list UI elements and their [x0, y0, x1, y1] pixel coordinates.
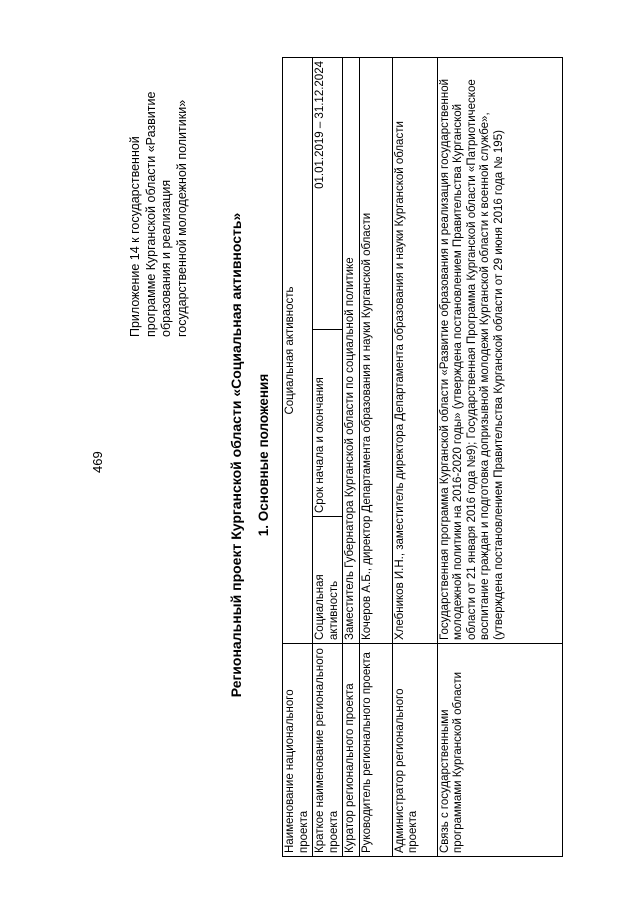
table-row [313, 58, 343, 857]
national-project-label: Наименование национального проекта [283, 644, 313, 857]
leader-value: Кочеров А.Б., директор Департамента образования и науки Курганской области [359, 58, 392, 644]
administrator-value: Хлебников И.Н., заместитель директора Департамента образования и науки Курганской области [392, 58, 437, 644]
main-provisions-table [282, 57, 563, 857]
term-label: Срок начала и окончания [313, 330, 343, 517]
short-name-value: Социальная активность [313, 517, 343, 644]
page-number: 469 [90, 451, 105, 473]
curator-label: Куратор регионального проекта [343, 644, 360, 857]
table-row [359, 58, 392, 857]
document-title: Региональный проект Курганской области «Социальная активность» [228, 212, 244, 698]
appendix-line: государственной молодежной политики» [174, 99, 189, 337]
programs-value: Государственная программа Курганской области «Развитие образования и реализация государственной молодежной политики на 2016-2020 годы» (утверждена постановлением Правительства Курганской области от 21 января 2016 года №9); Государственная Программа Курганской области «Патриотическое воспитание граждан и подготовка допризывной молодежи Курганской области к военной службе», (утверждена постановлением Правительства Курганской области от 29 июня 2016 года № 195) [437, 58, 562, 644]
table-row [392, 58, 437, 857]
short-name-label: Краткое наименование регионального проекта [313, 644, 343, 857]
leader-label: Руководитель регионального проекта [359, 644, 392, 857]
table-row [437, 58, 562, 857]
curator-value: Заместитель Губернатора Курганской области по социальной политике [343, 58, 360, 644]
programs-label: Связь с государственными программами Курганской области [437, 644, 562, 857]
national-project-value: Социальная активность [283, 58, 313, 644]
term-value: 01.01.2019 – 31.12.2024 [313, 58, 343, 330]
section-title: 1. Основные положения [256, 373, 271, 537]
appendix-line: Приложение 14 к государственной [128, 136, 142, 337]
appendix-note [128, 37, 190, 337]
appendix-line: образования и реализация [159, 179, 173, 337]
table-row [343, 58, 360, 857]
table-row [283, 58, 313, 857]
appendix-line: программе Курганской области «Развитие [143, 91, 158, 337]
administrator-label: Администратор регионального проекта [392, 644, 437, 857]
